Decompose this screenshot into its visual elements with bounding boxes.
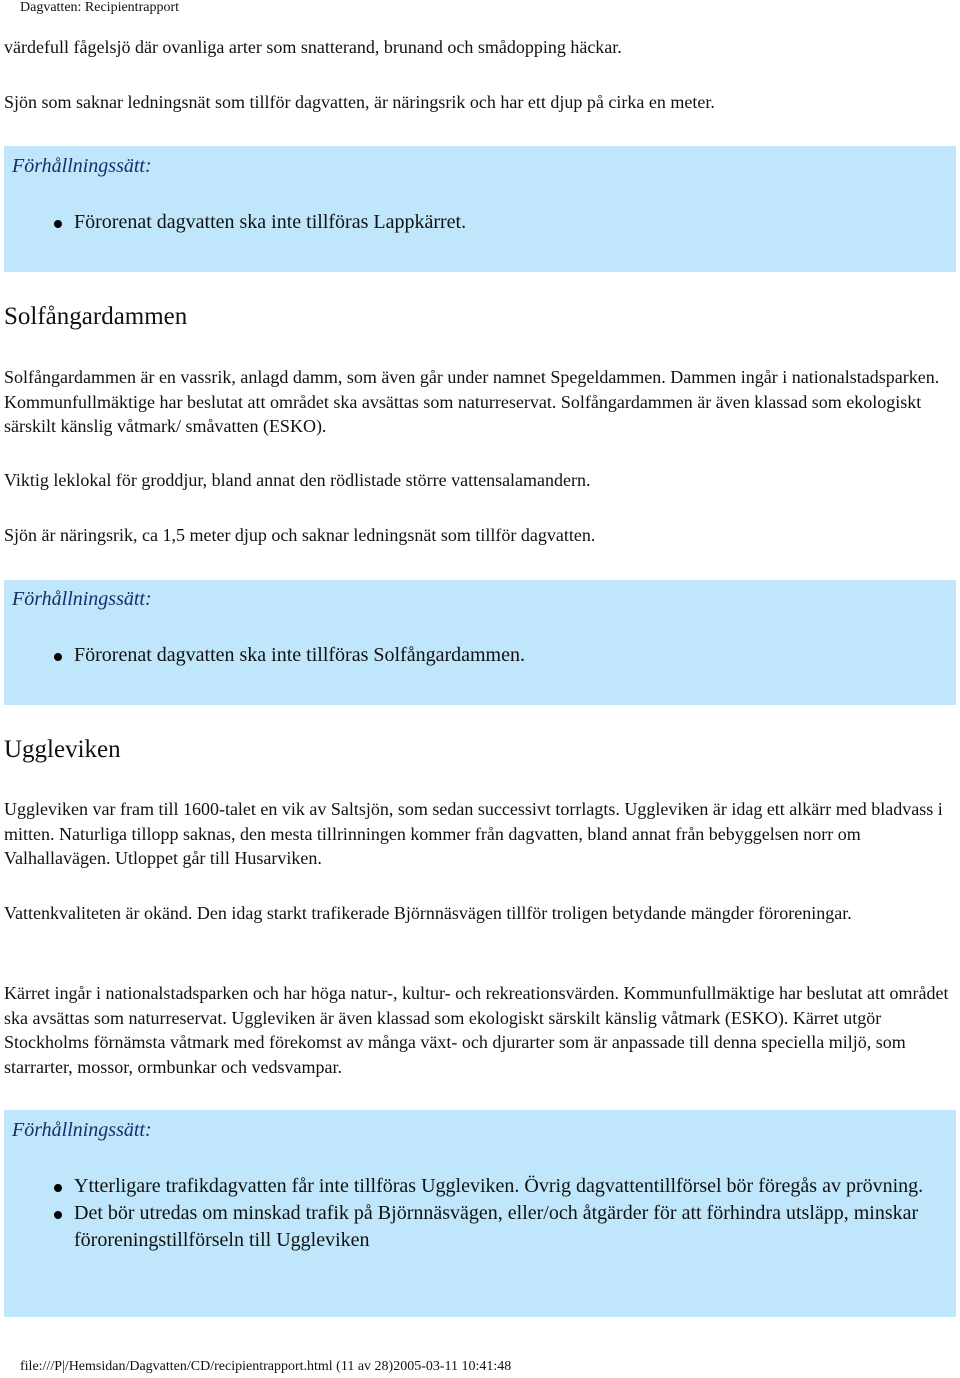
- guideline-box-lappkarret: [4, 146, 956, 272]
- intro-paragraph-1: värdefull fågelsjö där ovanliga arter som snatterand, brunand och smådopping häckar.: [4, 37, 622, 57]
- solf-paragraph-1: Solfångardammen är en vassrik, anlagd damm, som även går under namnet Spegeldammen. Dammen ingår i nationalstadsparken. Kommunfullmäktige har beslutat att området ska avsättas som naturreservat. Solfångardammen är även klassad som ekologiskt särskilt känslig våtmark/ småvatten (ESKO).: [4, 367, 940, 436]
- guideline-list: [4, 209, 934, 236]
- guideline-title: Förhållningssätt:: [12, 155, 152, 177]
- guideline-item: Det bör utredas om minskad trafik på Björnnäsvägen, eller/och åtgärder för att förhindra utsläpp, minskar föroreningstillförseln till Uggleviken: [4, 1200, 934, 1254]
- uggl-paragraph-1: Uggleviken var fram till 1600-talet en vik av Saltsjön, som sedan successivt torrlagts. Uggleviken är idag ett alkärr med bladvass i mitten. Naturliga tillopp saknas, den mesta tillrinningen kommer från dagvatten, bland annat från bebyggelsen norr om Valhallavägen. Utloppet går till Husarviken.: [4, 799, 943, 868]
- uggl-paragraph-3: Kärret ingår i nationalstadsparken och har höga natur-, kultur- och rekreationsvärden. Kommunfullmäktige har beslutat att området ska avsättas som naturreservat. Uggleviken är även klassad som ekologiskt särskilt känslig våtmark (ESKO). Kärret utgör Stockholms förnämsta våtmark med förekomst av många växt- och djurarter som är anpassade till denna speciella miljö, som starrarter, mossor, ormbunkar och vedsvampar.: [4, 983, 949, 1077]
- guideline-list: [4, 1173, 934, 1254]
- bullet-icon: [54, 653, 62, 661]
- bullet-icon: [54, 1184, 62, 1192]
- guideline-item: Förorenat dagvatten ska inte tillföras Lappkärret.: [4, 209, 934, 236]
- guideline-item: Förorenat dagvatten ska inte tillföras Solfångardammen.: [4, 642, 934, 669]
- guideline-title: Förhållningssätt:: [12, 588, 152, 610]
- bullet-icon: [54, 220, 62, 228]
- section-heading-solfangardammen: Solfångardammen: [4, 303, 188, 330]
- guideline-item: Ytterligare trafikdagvatten får inte tillföras Uggleviken. Övrig dagvattentillförsel bör föregås av prövning.: [4, 1173, 934, 1200]
- bullet-icon: [54, 1211, 62, 1219]
- guideline-list: [4, 642, 934, 669]
- solf-paragraph-3: Sjön är näringsrik, ca 1,5 meter djup och saknar ledningsnät som tillför dagvatten.: [4, 525, 596, 545]
- guideline-box-solfangardammen: [4, 580, 956, 705]
- page-header: Dagvatten: Recipientrapport: [20, 0, 179, 15]
- page-footer-url: file:///P|/Hemsidan/Dagvatten/CD/recipientrapport.html (11 av 28)2005-03-11 10:41:48: [20, 1359, 512, 1374]
- section-heading-uggleviken: Uggleviken: [4, 736, 121, 763]
- intro-paragraph-2: Sjön som saknar ledningsnät som tillför dagvatten, är näringsrik och har ett djup på cirka en meter.: [4, 92, 715, 112]
- uggl-paragraph-2: Vattenkvaliteten är okänd. Den idag starkt trafikerade Björnnäsvägen tillför troligen betydande mängder föroreningar.: [4, 903, 852, 923]
- guideline-box-uggleviken: [4, 1110, 956, 1317]
- guideline-title: Förhållningssätt:: [12, 1119, 152, 1141]
- solf-paragraph-2: Viktig leklokal för groddjur, bland annat den rödlistade större vattensalamandern.: [4, 470, 591, 490]
